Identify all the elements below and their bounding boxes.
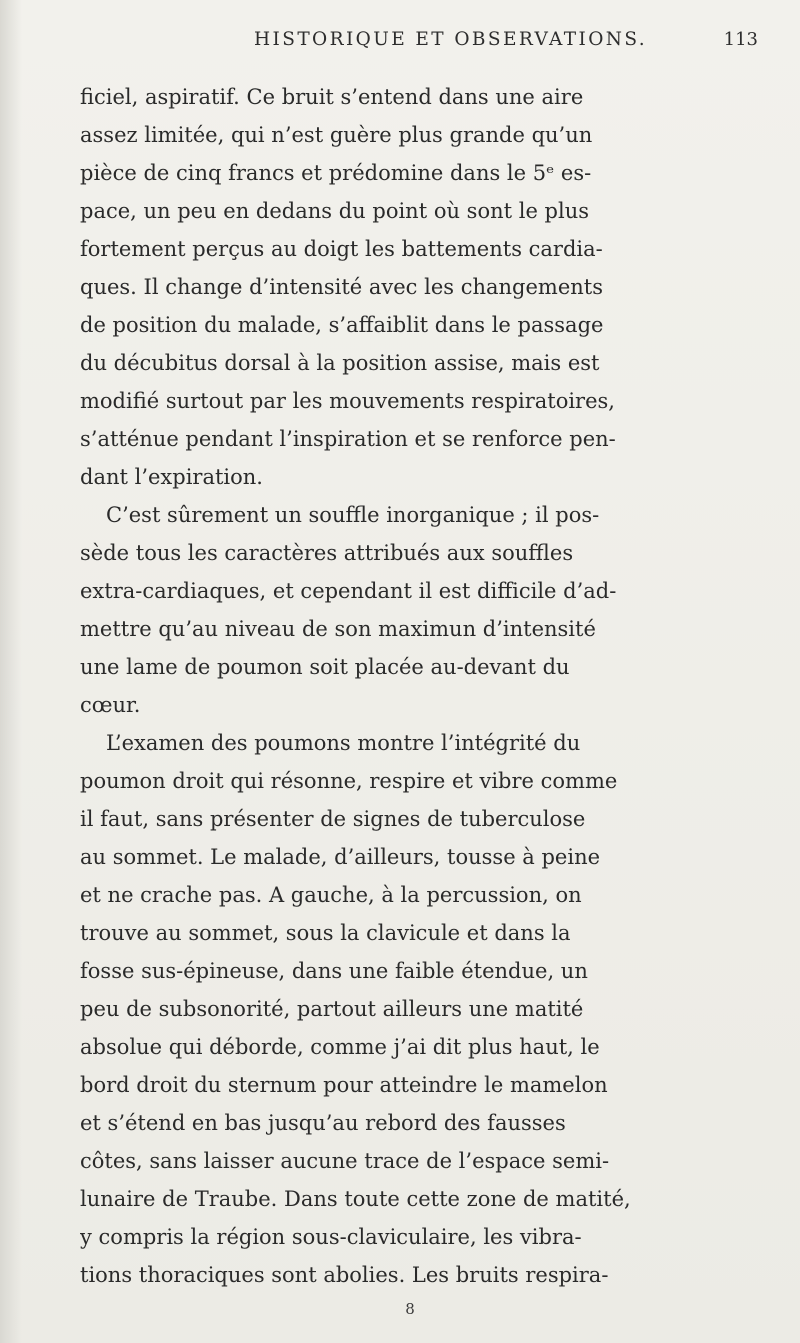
text-line: et s’étend en bas jusqu’au rebord des fausses <box>80 1111 566 1135</box>
text-line: ques. Il change d’intensité avec les changements <box>80 275 604 299</box>
text-line: trouve au sommet, sous la clavicule et dans la <box>80 921 571 945</box>
text-line: et ne crache pas. A gauche, à la percussion, on <box>80 883 582 907</box>
text-line: pace, un peu en dedans du point où sont le plus <box>80 199 590 223</box>
text-line: côtes, sans laisser aucune trace de l’espace semi- <box>80 1149 610 1173</box>
text-line: dant l’expiration. <box>80 465 263 489</box>
running-head: HISTORIQUE ET OBSERVATIONS. <box>254 29 648 50</box>
text-line: poumon droit qui résonne, respire et vibre comme <box>80 769 618 793</box>
paragraph-start-line: L’examen des poumons montre l’intégrité du <box>106 731 581 755</box>
paragraph-start-line: C’est sûrement un souffle inorganique ; il pos- <box>106 503 600 527</box>
text-line: fosse sus-épineuse, dans une faible étendue, un <box>80 959 588 983</box>
text-line: il faut, sans présenter de signes de tuberculose <box>80 807 586 831</box>
text-line: mettre qu’au niveau de son maximun d’intensité <box>80 617 596 641</box>
text-line: peu de subsonorité, partout ailleurs une matité <box>80 997 584 1021</box>
text-line: lunaire de Traube. Dans toute cette zone de matité, <box>80 1187 631 1211</box>
text-line: extra-cardiaques, et cependant il est difficile d’ad- <box>80 579 617 603</box>
text-line: absolue qui déborde, comme j’ai dit plus haut, le <box>80 1035 600 1059</box>
text-line: modifié surtout par les mouvements respiratoires, <box>80 389 615 413</box>
body-text <box>80 78 760 1294</box>
text-line: cœur. <box>80 693 141 717</box>
text-line: tions thoraciques sont abolies. Les bruits respira- <box>80 1263 609 1287</box>
text-line: pièce de cinq francs et prédomine dans le 5ᵉ es- <box>80 161 592 185</box>
text-line: ficiel, aspiratif. Ce bruit s’entend dans une aire <box>80 85 584 109</box>
page-number: 113 <box>723 29 758 50</box>
text-line: bord droit du sternum pour atteindre le mamelon <box>80 1073 608 1097</box>
text-line: du décubitus dorsal à la position assise, mais est <box>80 351 600 375</box>
text-line: de position du malade, s’affaiblit dans le passage <box>80 313 604 337</box>
text-line: au sommet. Le malade, d’ailleurs, tousse à peine <box>80 845 601 869</box>
text-line: assez limitée, qui n’est guère plus grande qu’un <box>80 123 593 147</box>
text-line: s’atténue pendant l’inspiration et se renforce pen- <box>80 427 616 451</box>
text-line: une lame de poumon soit placée au-devant du <box>80 655 570 679</box>
text-line: sède tous les caractères attribués aux souffles <box>80 541 574 565</box>
text-line: fortement perçus au doigt les battements cardia- <box>80 237 603 261</box>
signature-mark: 8 <box>405 1300 415 1318</box>
text-line: y compris la région sous-claviculaire, les vibra- <box>80 1225 582 1249</box>
